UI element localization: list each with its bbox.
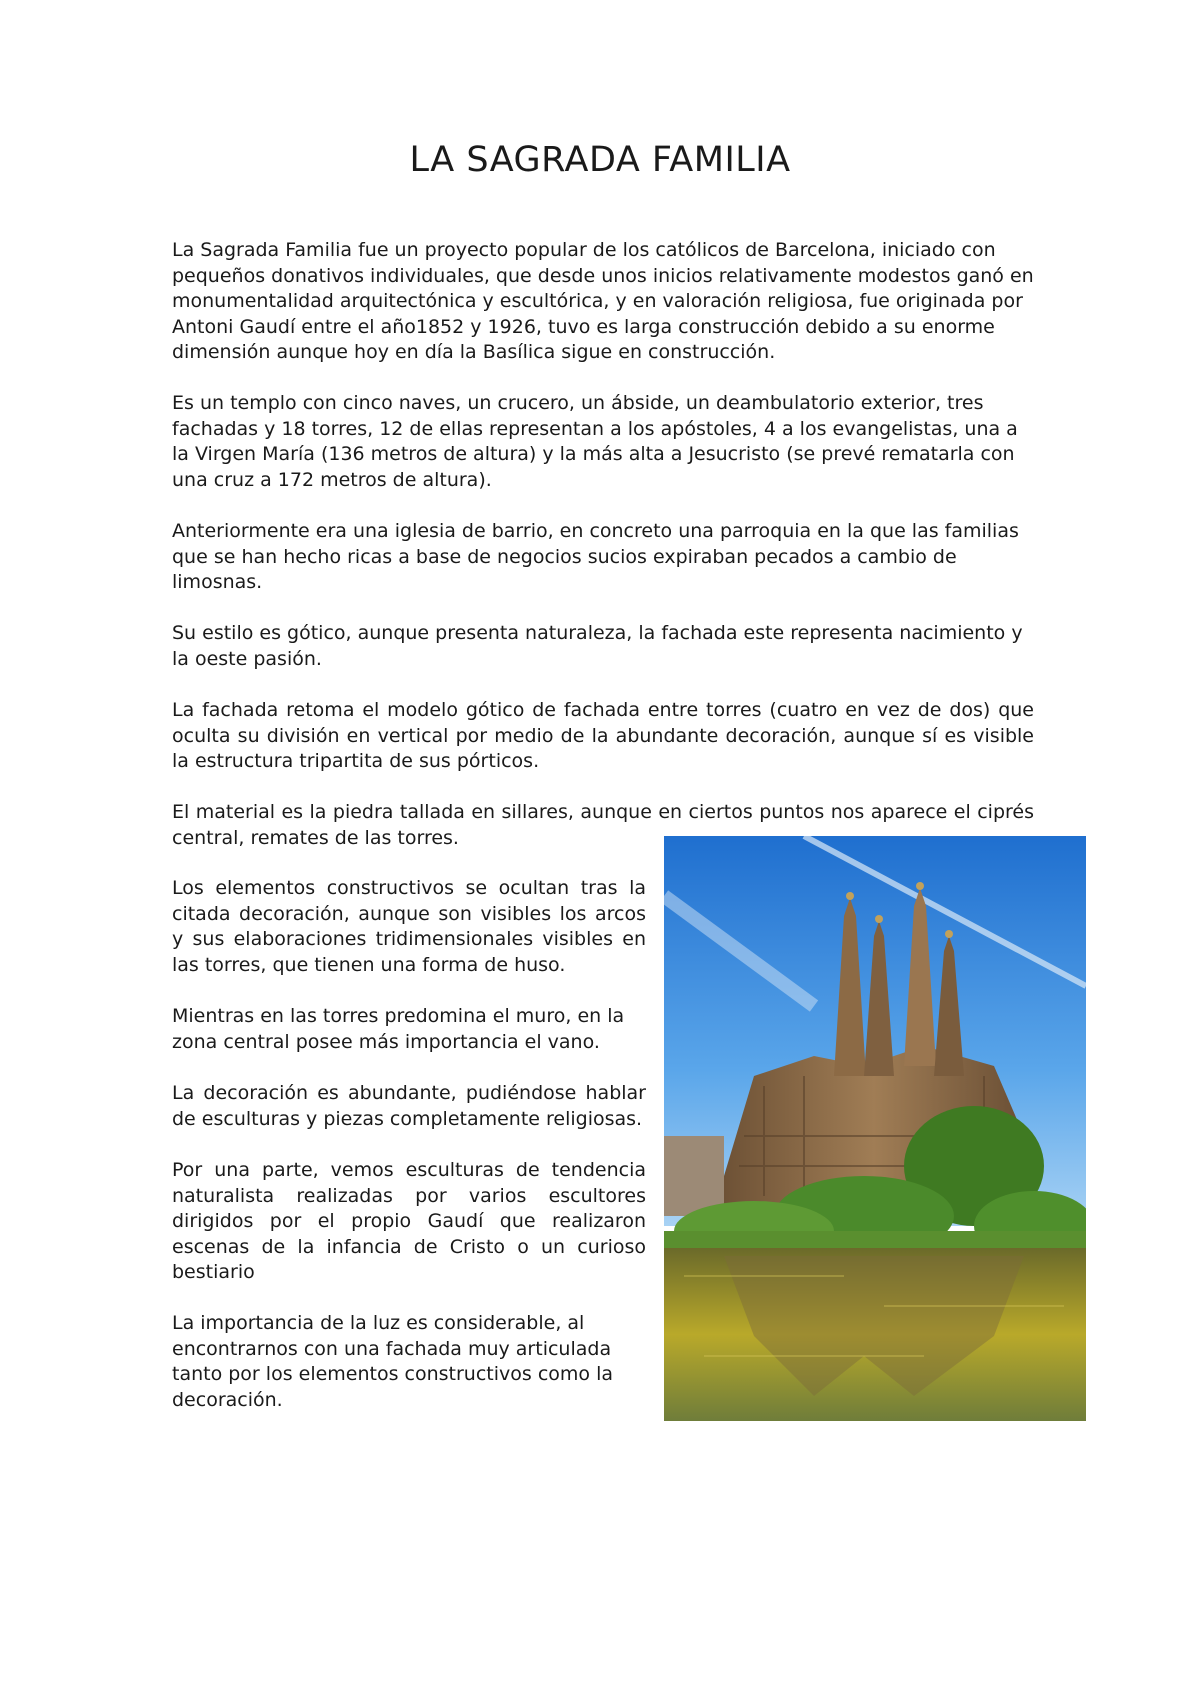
paragraph-intro: La Sagrada Familia fue un proyecto popular de los católicos de Barcelona, iniciado con pequeños donativos individuales, que desde unos inicios relativamente modestos ganó en monumentalidad arquitectónica y escultórica, y en valoración religiosa, fue originada por Antoni Gaudí entre el año1852 y 1926, tuvo es larga construcción debido a su enorme dimensión aunque hoy en día la Basílica sigue en construcción. bbox=[172, 239, 1034, 363]
paragraph-history: Anteriormente era una iglesia de barrio, en concreto una parroquia en la que las familias que se han hecho ricas a base de negocios sucios expiraban pecados a cambio de limosnas. bbox=[172, 520, 1019, 593]
paragraph-style: Su estilo es gótico, aunque presenta naturaleza, la fachada este representa nacimiento y la oeste pasión. bbox=[172, 622, 1023, 670]
paragraph-facade: La fachada retoma el modelo gótico de fachada entre torres (cuatro en vez de dos) que oculta su división en vertical por medio de la abundante decoración, aunque sí es visible la estructura tripartita de sus pórticos. bbox=[172, 699, 1034, 772]
paragraph-light: La importancia de la luz es considerable, al encontrarnos con una fachada muy articulada tanto por los elementos constructivos como la decoración. bbox=[172, 1312, 613, 1411]
paragraph-construction: Los elementos constructivos se ocultan tras la citada decoración, aunque son visibles los arcos y sus elaboraciones tridimensionales visibles en las torres, que tienen una forma de huso. bbox=[172, 877, 646, 976]
paragraph-structure: Es un templo con cinco naves, un crucero, un ábside, un deambulatorio exterior, tres fachadas y 18 torres, 12 de ellas representan a los apóstoles, 4 a los evangelistas, una a la Virgen María (136 metros de altura) y la más alta a Jesucristo (se prevé rematarla con una cruz a 172 metros de altura). bbox=[172, 392, 1018, 491]
paragraph-wall-void: Mientras en las torres predomina el muro, en la zona central posee más importancia el vano. bbox=[172, 1005, 625, 1053]
paragraph-decoration: La decoración es abundante, pudiéndose hablar de esculturas y piezas completamente religiosas. bbox=[172, 1082, 646, 1130]
sagrada-familia-photo bbox=[664, 836, 1086, 1421]
paragraph-material: El material es la piedra tallada en sillares, aunque en ciertos puntos nos aparece el ciprés central, remates de las torres. bbox=[172, 801, 1034, 849]
paragraph-sculptures: Por una parte, vemos esculturas de tendencia naturalista realizadas por varios escultores dirigidos por el propio Gaudí que realizaron escenas de la infancia de Cristo o un curioso bestiario bbox=[172, 1159, 646, 1283]
page-title: LA SAGRADA FAMILIA bbox=[409, 140, 791, 180]
